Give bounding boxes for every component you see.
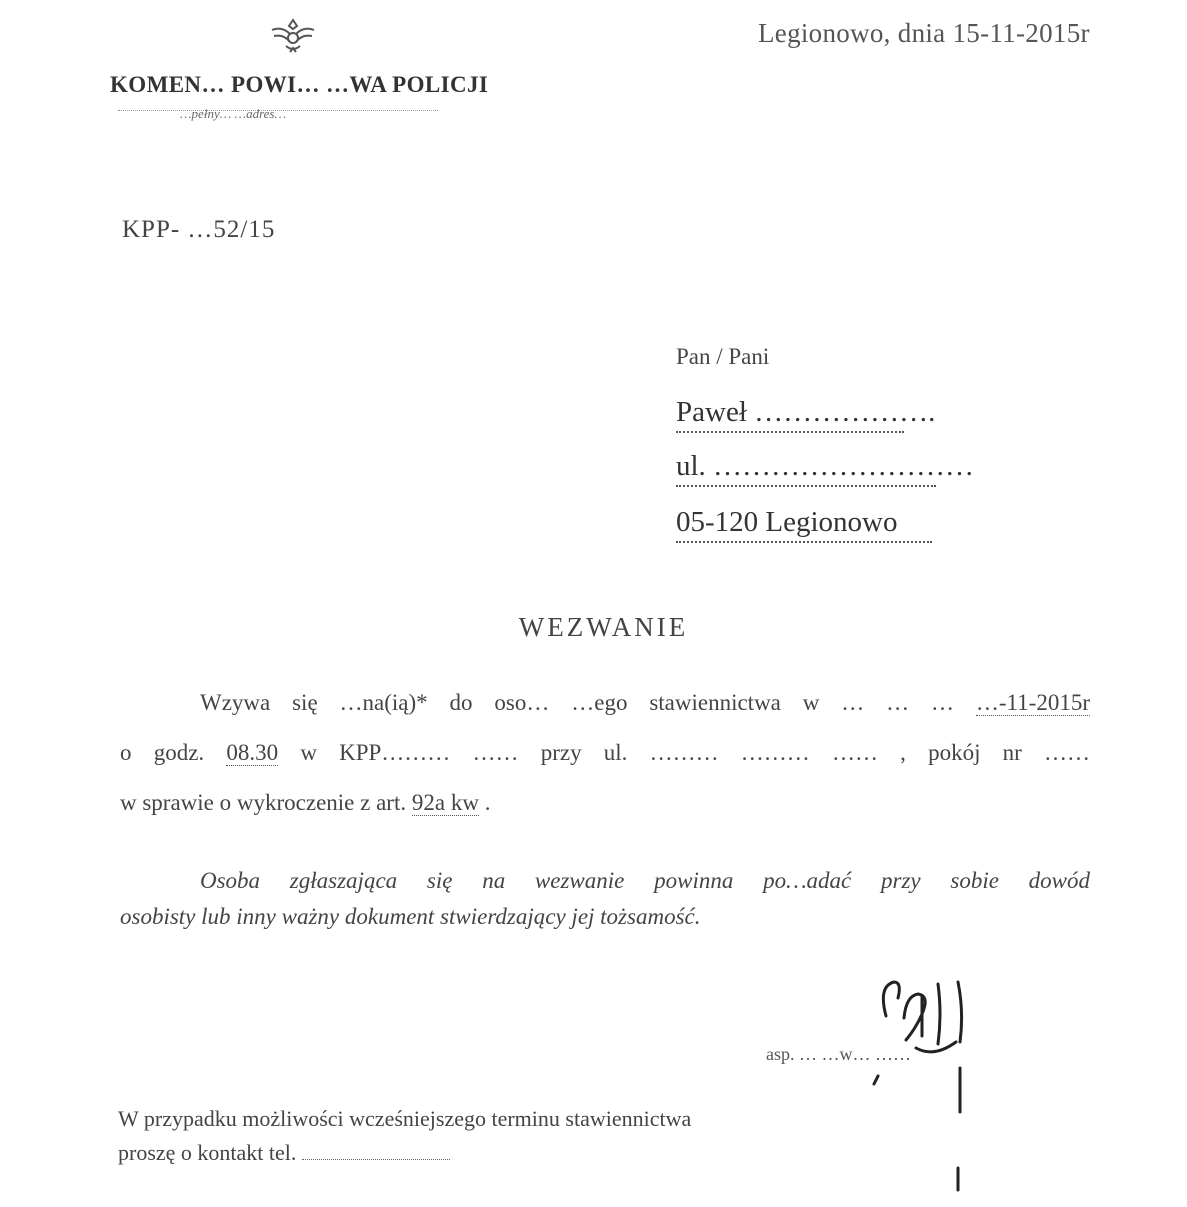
appearance-date: …-11-2015r — [975, 690, 1090, 715]
offence-label: w sprawie o wykroczenie z art. — [120, 790, 407, 815]
summons-line-1 — [200, 690, 1090, 716]
notice-line-1: Osoba zgłaszająca się na wezwanie powinna po…adać przy sobie dowód — [200, 868, 1090, 893]
handwritten-signature — [860, 968, 1000, 1198]
notice-line-2: osobisty lub inny ważny dokument stwierdzający jej tożsamość. — [120, 904, 701, 929]
offence-article: 92a kw — [411, 790, 479, 815]
recipient-name: Paweł ………………. — [676, 396, 904, 433]
contact-label: proszę o kontakt tel. — [118, 1140, 297, 1165]
police-office-subtitle: …pełny… …adres… — [180, 106, 287, 121]
station-name: w KPP……… …… — [300, 740, 519, 765]
document-title: WEZWANIE — [518, 612, 689, 642]
summons-line-2 — [120, 740, 1090, 766]
place-date: Legionowo, dnia 15-11-2015r — [758, 18, 1090, 48]
recipient-salutation: Pan / Pani — [676, 344, 770, 369]
police-office-name: KOMEN… POWI… …WA POLICJI — [110, 72, 489, 97]
contact-line-2 — [118, 1140, 450, 1166]
summons-line-1-text: Wzywa się …na(ią)* do oso… …ego stawiennictwa w … … … — [200, 690, 954, 715]
station-address: przy ul. ……… ……… …… , pokój nr …… — [540, 740, 1091, 765]
recipient-city: 05-120 Legionowo — [676, 506, 932, 543]
phone-number-redacted — [302, 1145, 450, 1160]
offence-end: . — [484, 790, 491, 815]
time-label: o godz. — [120, 740, 205, 765]
summons-line-3 — [120, 790, 490, 816]
appearance-time: 08.30 — [226, 740, 279, 765]
contact-line-1: W przypadku możliwości wcześniejszego terminu stawiennictwa — [118, 1106, 692, 1131]
eagle-emblem-icon — [266, 16, 320, 56]
recipient-street: ul. ……………………… — [676, 450, 936, 487]
officer-rank: asp. … …w… …… — [766, 1044, 911, 1064]
case-number: KPP- …52/15 — [122, 216, 276, 243]
